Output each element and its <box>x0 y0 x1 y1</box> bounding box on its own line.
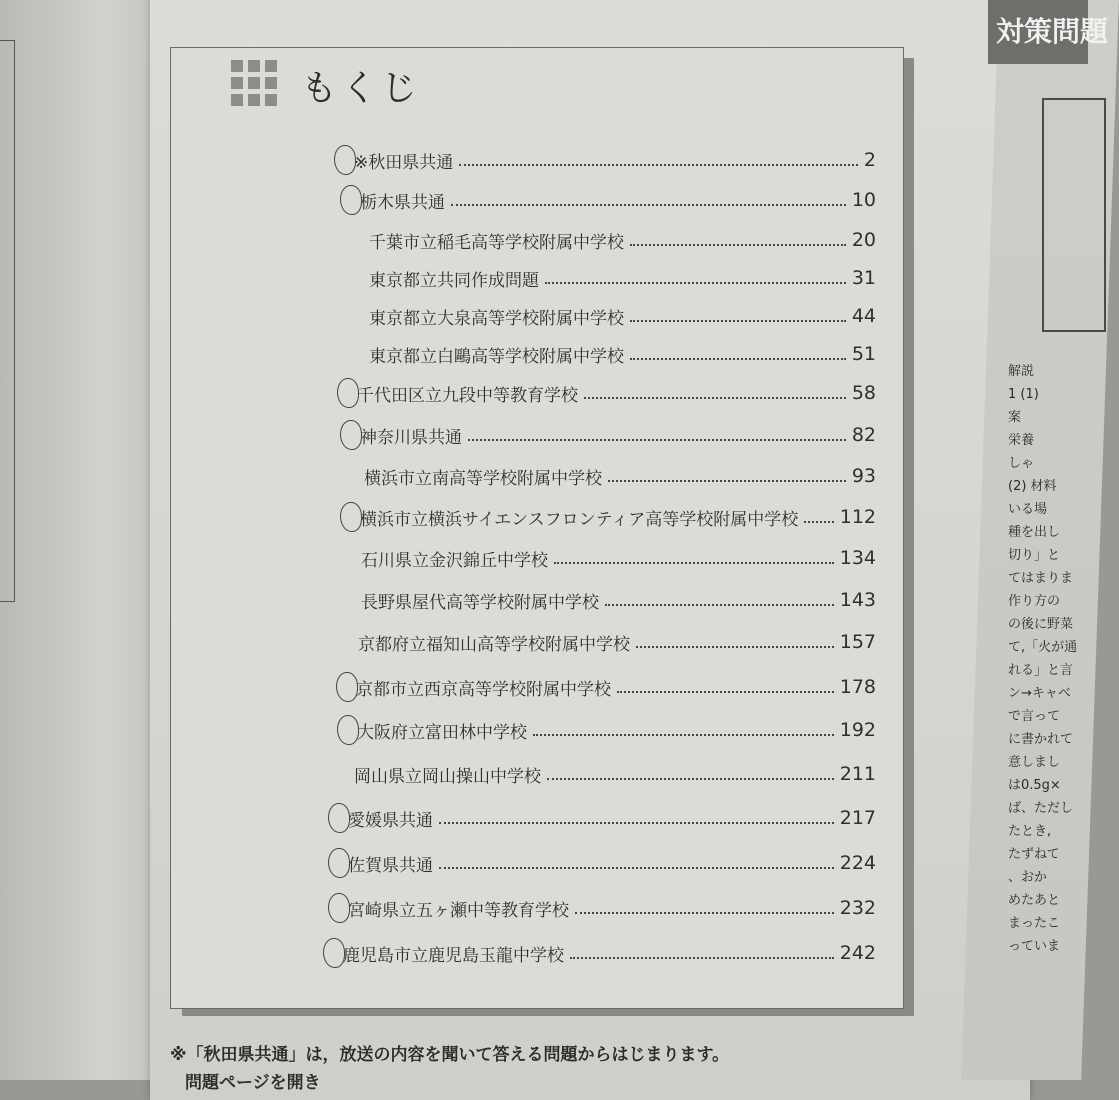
right-page-line: たとき, <box>1008 824 1052 839</box>
toc-entry-page: 242 <box>839 942 876 964</box>
toc-leader-dots <box>617 691 834 693</box>
pencil-circle-mark <box>328 803 350 833</box>
toc-entry-page: 51 <box>851 343 876 365</box>
toc-entry <box>348 843 876 883</box>
toc-entry <box>357 710 876 750</box>
toc-leader-dots <box>468 439 846 441</box>
toc-entry-label: 京都市立西京高等学校附属中学校 <box>356 679 611 700</box>
toc-leader-dots <box>630 358 846 360</box>
toc-entry <box>361 538 876 578</box>
toc-entry <box>369 220 876 260</box>
toc-entry-page: 20 <box>851 229 876 251</box>
footnote-continued: 問題ページを開き <box>185 1073 321 1093</box>
toc-leader-dots <box>584 397 846 399</box>
toc-entry-label: 京都府立福知山高等学校附属中学校 <box>358 634 630 655</box>
footnote: ※「秋田県共通」は，放送の内容を聞いて答える問題からはじまります。 <box>170 1045 730 1065</box>
toc-entry-label: 大阪府立富田林中学校 <box>357 722 527 743</box>
left-page <box>0 0 170 1080</box>
toc-entry-label: 愛媛県共通 <box>348 810 433 831</box>
pencil-circle-mark <box>334 145 356 175</box>
toc-entry <box>364 456 876 496</box>
toc-leader-dots <box>630 320 846 322</box>
toc-entry <box>360 180 876 220</box>
toc-entry <box>369 296 876 336</box>
pencil-circle-mark <box>337 378 359 408</box>
toc-entry-page: 232 <box>839 897 876 919</box>
toc-entry-page: 31 <box>851 267 876 289</box>
right-page-line: たずねて <box>1008 847 1060 862</box>
right-page-figure-box <box>1042 98 1106 332</box>
toc-leader-dots <box>608 480 846 482</box>
grid-icon <box>231 60 277 106</box>
toc-entry-page: 143 <box>839 589 876 611</box>
right-page-line: いる場 <box>1008 502 1048 517</box>
toc-entry-label: 東京都立白鷗高等学校附属中学校 <box>369 346 624 367</box>
toc-entry-page: 134 <box>839 547 876 569</box>
right-page-line: 案 <box>1008 410 1022 425</box>
toc-box <box>170 47 904 1009</box>
toc-entry <box>348 798 876 838</box>
right-page-line: ン→キャベ <box>1008 686 1071 701</box>
right-page-line: は0.5g× <box>1008 778 1061 793</box>
left-page-border <box>0 40 15 602</box>
toc-leader-dots <box>545 282 846 284</box>
right-page-line: て,「火が通 <box>1008 640 1078 655</box>
toc-entry-page: 93 <box>851 465 876 487</box>
right-page-line: の後に野菜 <box>1008 617 1074 632</box>
toc-leader-dots <box>439 867 834 869</box>
toc-entry <box>343 933 876 973</box>
toc-leader-dots <box>575 912 834 914</box>
toc-entry <box>360 497 876 537</box>
pencil-circle-mark <box>340 185 362 215</box>
toc-entry <box>361 580 876 620</box>
toc-entry-label: 横浜市立横浜サイエンスフロンティア高等学校附属中学校 <box>360 509 799 530</box>
toc-leader-dots <box>547 778 834 780</box>
toc-entry-page: 224 <box>839 852 876 874</box>
toc-leader-dots <box>605 604 834 606</box>
toc-entry-label: 東京都立大泉高等学校附属中学校 <box>369 308 624 329</box>
right-page-line: に書かれて <box>1008 732 1074 747</box>
toc-entry <box>358 622 876 662</box>
right-page-line: しゃ <box>1008 456 1035 471</box>
right-page-line: 切り」と <box>1008 548 1061 563</box>
right-page-line: めたあと <box>1008 893 1061 908</box>
toc-entry-label: 神奈川県共通 <box>360 427 462 448</box>
right-page-line: (2) 材料 <box>1008 479 1057 494</box>
toc-entry-label: 千代田区立九段中等教育学校 <box>357 385 578 406</box>
right-page-line: てはまりま <box>1008 571 1074 586</box>
toc-entry <box>357 373 876 413</box>
toc-entry-page: 157 <box>839 631 876 653</box>
toc-entry-label: 長野県屋代高等学校附属中学校 <box>361 592 599 613</box>
toc-entry-page: 112 <box>839 506 876 528</box>
pencil-circle-mark <box>340 502 362 532</box>
right-page-text <box>1008 360 1080 1060</box>
pencil-circle-mark <box>328 848 350 878</box>
toc-entry-page: 2 <box>863 149 876 171</box>
toc-entry-label: 鹿児島市立鹿児島玉龍中学校 <box>343 945 564 966</box>
toc-entry <box>354 754 876 794</box>
toc-leader-dots <box>630 244 846 246</box>
right-page-line: っていま <box>1008 939 1061 954</box>
toc-entry-label: 石川県立金沢錦丘中学校 <box>361 550 548 571</box>
toc-entry-page: 217 <box>839 807 876 829</box>
toc-entry-label: 宮崎県立五ヶ瀬中等教育学校 <box>348 900 569 921</box>
page-title: もくじ <box>301 68 422 109</box>
toc-leader-dots <box>533 734 834 736</box>
toc-entry-page: 58 <box>851 382 876 404</box>
toc-entry-page: 211 <box>839 763 876 785</box>
toc-leader-dots <box>451 204 846 206</box>
right-page-header: 対策問題 <box>988 0 1088 64</box>
toc-entry-label: 千葉市立稲毛高等学校附属中学校 <box>369 232 624 253</box>
right-page-line: 作り方の <box>1008 594 1061 609</box>
toc-leader-dots <box>804 521 833 523</box>
toc-entry-page: 44 <box>851 305 876 327</box>
toc-entry <box>369 334 876 374</box>
pencil-circle-mark <box>336 672 358 702</box>
pencil-circle-mark <box>340 420 362 450</box>
pencil-circle-mark <box>337 715 359 745</box>
toc-leader-dots <box>570 957 834 959</box>
right-page-line: 種を出し <box>1008 525 1061 540</box>
toc-entry-page: 82 <box>851 424 876 446</box>
right-page-line: ば、ただし <box>1008 801 1074 816</box>
toc-entry-label: 東京都立共同作成問題 <box>369 270 539 291</box>
pencil-circle-mark <box>328 893 350 923</box>
toc-entry-page: 10 <box>851 189 876 211</box>
toc-entry <box>348 888 876 928</box>
pencil-circle-mark <box>323 938 345 968</box>
toc-entry <box>360 415 876 455</box>
toc-entry-page: 178 <box>839 676 876 698</box>
toc-entry <box>369 258 876 298</box>
toc-entry-page: 192 <box>839 719 876 741</box>
toc-entry-label: ※秋田県共通 <box>354 152 454 173</box>
toc-leader-dots <box>459 164 858 166</box>
toc-leader-dots <box>636 646 834 648</box>
right-page-line: 解説 <box>1008 364 1035 379</box>
right-page-line: れる」と言 <box>1008 663 1074 678</box>
right-page-line: 栄養 <box>1008 433 1035 448</box>
toc-entry-label: 栃木県共通 <box>360 192 445 213</box>
right-page-line: 、おか <box>1008 870 1048 885</box>
toc-entry-label: 岡山県立岡山操山中学校 <box>354 766 541 787</box>
toc-leader-dots <box>554 562 834 564</box>
toc-entry <box>354 140 876 180</box>
right-page-line: 1 (1) <box>1008 387 1039 402</box>
toc-leader-dots <box>439 822 834 824</box>
right-page-line: で言って <box>1008 709 1061 724</box>
toc-entry-label: 横浜市立南高等学校附属中学校 <box>364 468 602 489</box>
right-page-line: 意しまし <box>1008 755 1061 770</box>
toc-entry-label: 佐賀県共通 <box>348 855 433 876</box>
right-page-line: まったこ <box>1008 916 1061 931</box>
toc-entry <box>356 667 876 707</box>
